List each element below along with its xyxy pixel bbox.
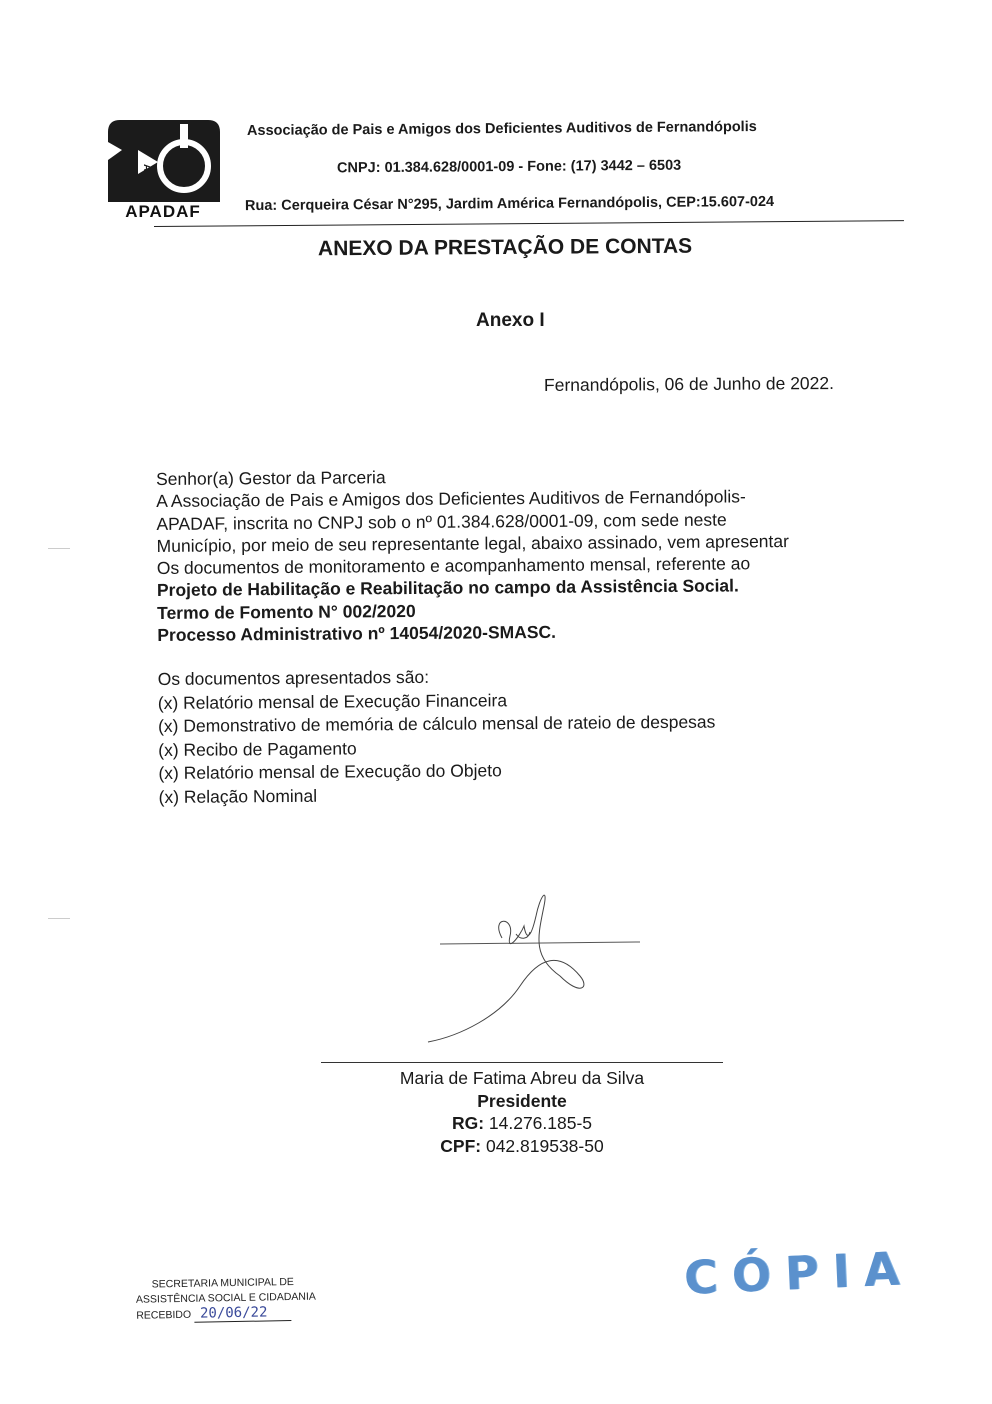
signer-cpf [321, 1135, 723, 1158]
rg-label: RG: [451, 1113, 485, 1133]
list-item: (x) Relatório mensal de Execução do Objeto [158, 760, 502, 784]
cnpj-phone: CNPJ: 01.384.628/0001-09 - Fone: (17) 3442 – 6503 [336, 157, 682, 177]
body-line: A Associação de Pais e Amigos dos Deficientes Auditivos de Fernandópolis- [156, 486, 746, 512]
stamp-received-date: 20/06/22 [194, 1304, 292, 1323]
list-item: (x) Demonstrativo de memória de cálculo mensal de rateio de despesas [157, 711, 716, 737]
list-item: (x) Recibo de Pagamento [158, 738, 357, 760]
list-item: (x) Relatório mensal de Execução Financeira [157, 690, 508, 713]
process-number: Processo Administrativo nº 14054/2020-SMASC. [157, 621, 557, 646]
document-date: Fernandópolis, 06 de Junho de 2022. [543, 372, 835, 396]
logo-text: APADAF [125, 202, 201, 221]
document-title: ANEXO DA PRESTAÇÃO DE CONTAS [317, 234, 693, 261]
handwritten-signature [420, 876, 650, 1046]
cpf-value: 042.819538-50 [481, 1135, 604, 1156]
list-intro: Os documentos apresentados são: [157, 667, 430, 690]
signer-block [321, 1067, 723, 1157]
copy-stamp: CÓPIA [682, 1241, 915, 1305]
margin-mark [48, 548, 70, 549]
svg-text:A: A [141, 164, 152, 172]
term-number: Termo de Fomento N° 002/2020 [157, 600, 416, 623]
body-line: Município, por meio de seu representante legal, abaixo assinado, vem apresentar [156, 530, 789, 556]
document-subtitle: Anexo I [476, 310, 545, 331]
body-line: APADAF, inscrita no CNPJ sob o nº 01.384.628/0001-09, com sede neste [156, 509, 727, 534]
signature-line [321, 1062, 723, 1063]
stamp-line: SECRETARIA MUNICIPAL DE [151, 1275, 294, 1291]
org-name: Associação de Pais e Amigos dos Deficientes Auditivos de Fernandópolis [246, 118, 757, 140]
stamp-received-label: RECEBIDO [136, 1308, 192, 1322]
stamp-line: ASSISTÊNCIA SOCIAL E CIDADANIA [135, 1290, 316, 1306]
header-divider [154, 220, 904, 227]
project-name: Projeto de Habilitação e Reabilitação no campo da Assistência Social. [156, 575, 739, 601]
receipt-stamp [136, 1274, 337, 1323]
signer-rg [321, 1112, 723, 1135]
salutation: Senhor(a) Gestor da Parceria [156, 467, 386, 489]
body-line: Os documentos de monitoramento e acompanhamento mensal, referente ao [156, 553, 751, 579]
rg-value: 14.276.185-5 [484, 1113, 593, 1133]
list-item: (x) Relação Nominal [158, 785, 318, 807]
signer-role: Presidente [477, 1090, 567, 1111]
signer-name: Maria de Fatima Abreu da Silva [399, 1068, 645, 1088]
margin-mark [48, 918, 70, 919]
letter-body [156, 462, 919, 809]
address: Rua: Cerqueira César N°295, Jardim América Fernandópolis, CEP:15.607-024 [244, 193, 775, 215]
cpf-label: CPF: [440, 1135, 482, 1156]
